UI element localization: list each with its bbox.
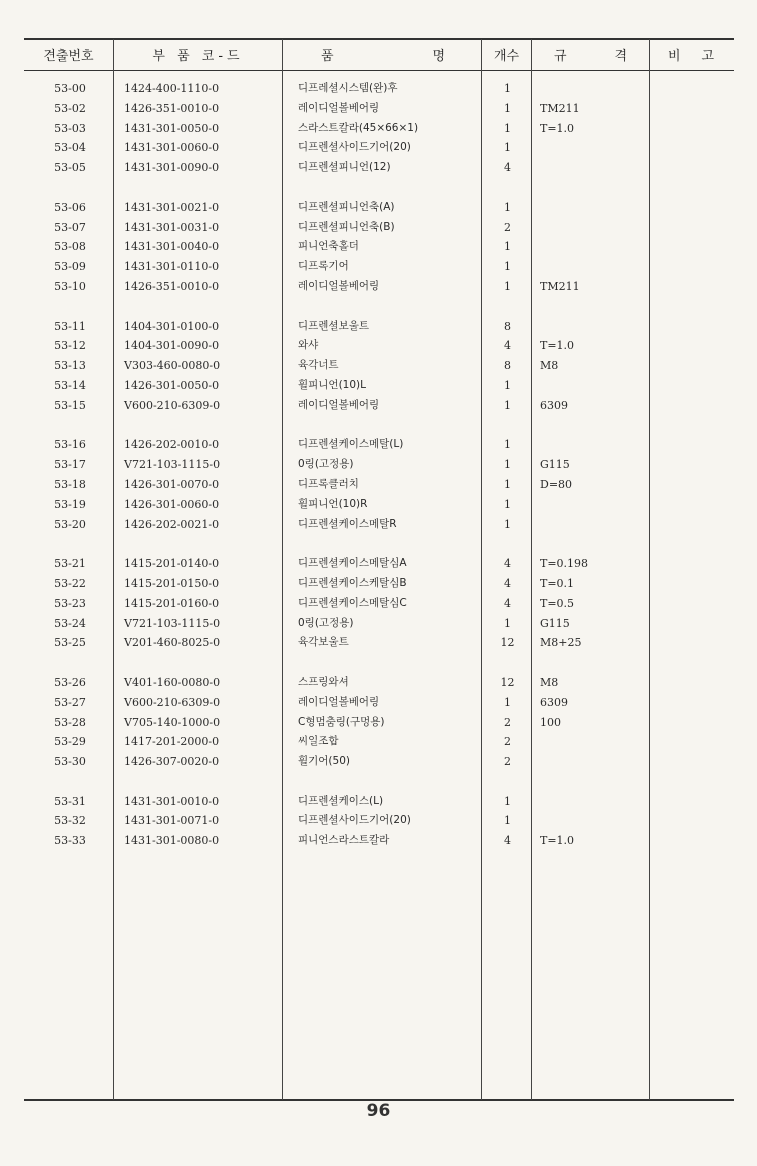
part-no: 53-11 — [54, 319, 86, 333]
part-code: 1431-301-0010-0 — [124, 794, 220, 808]
part-name: 디프렌셜케이스메탈심A — [298, 557, 407, 570]
part-qty: 1 — [504, 200, 511, 214]
part-no: 53-30 — [54, 755, 86, 769]
part-qty: 2 — [504, 755, 511, 769]
part-qty: 1 — [504, 794, 511, 808]
part-name: 디프레셜시스템(완)후 — [298, 82, 398, 94]
parts-table-body — [0, 79, 757, 851]
part-name: 디프렌셜피니언축(B) — [298, 220, 395, 233]
part-no: 53-09 — [54, 260, 86, 274]
part-name: 디프록클러치 — [298, 477, 359, 490]
part-no: 53-22 — [54, 576, 86, 590]
header-note-left: 비 — [668, 49, 681, 64]
part-qty: 4 — [504, 339, 511, 353]
part-name: 육각보울트 — [298, 636, 349, 649]
part-name: 피니언축홀더 — [298, 240, 359, 253]
table-row — [0, 732, 757, 752]
part-no: 53-20 — [54, 517, 86, 531]
table-row — [0, 257, 757, 277]
part-name: 디프렌셜케이스(L) — [298, 794, 384, 807]
header-name — [283, 39, 481, 70]
part-name: 와샤 — [298, 339, 319, 352]
part-qty: 2 — [504, 735, 511, 749]
part-name: 피니언스라스트칼라 — [298, 834, 390, 847]
table-row — [0, 138, 757, 158]
part-code: 1426-301-0060-0 — [124, 497, 220, 511]
table-row — [0, 396, 757, 416]
part-name: 휠기어(50) — [298, 755, 350, 768]
header-note — [650, 39, 734, 70]
part-code: 1431-301-0031-0 — [124, 220, 220, 234]
group-spacer — [0, 178, 757, 198]
part-qty: 2 — [504, 220, 511, 234]
part-name: 디프렌셜사이드기어(20) — [298, 814, 411, 827]
part-spec: G115 — [540, 616, 570, 630]
part-spec: M8 — [540, 675, 559, 689]
part-name: 디프렌셜케이스메탈R — [298, 517, 397, 530]
part-qty: 2 — [504, 715, 511, 729]
header-rule — [24, 70, 734, 71]
header-name-left: 품 — [321, 49, 334, 64]
table-row — [0, 336, 757, 356]
part-no: 53-23 — [54, 596, 86, 610]
table-row — [0, 99, 757, 119]
part-spec: T=1.0 — [540, 834, 575, 848]
part-spec: 6309 — [540, 398, 568, 412]
table-row — [0, 158, 757, 178]
part-code: 1415-201-0140-0 — [124, 557, 220, 571]
part-code: V303-460-0080-0 — [124, 359, 221, 373]
table-row — [0, 693, 757, 713]
part-no: 53-14 — [54, 378, 86, 392]
group-spacer — [0, 416, 757, 436]
part-name: 씨일조합 — [298, 735, 339, 748]
table-row — [0, 673, 757, 693]
table-row — [0, 198, 757, 218]
part-qty: 1 — [504, 260, 511, 274]
part-name: 휠피니언(10)L — [298, 378, 366, 391]
part-name: 레이디얼볼베어링 — [298, 101, 380, 114]
table-row — [0, 574, 757, 594]
part-spec: 6309 — [540, 695, 568, 709]
table-row — [0, 515, 757, 535]
part-spec: T=0.1 — [540, 576, 575, 590]
part-no: 53-25 — [54, 636, 86, 650]
page-number: 96 — [366, 1101, 391, 1121]
table-row — [0, 277, 757, 297]
part-qty: 1 — [504, 141, 511, 155]
header-no — [24, 39, 113, 70]
part-name: 디프렌셜케이스메탈(L) — [298, 438, 404, 451]
part-spec: T=1.0 — [540, 339, 575, 353]
part-qty: 1 — [504, 458, 511, 472]
part-no: 53-21 — [54, 557, 86, 571]
part-qty: 4 — [504, 557, 511, 571]
header-name-right: 명 — [432, 49, 445, 64]
part-no: 53-26 — [54, 675, 86, 689]
table-row — [0, 317, 757, 337]
group-spacer — [0, 772, 757, 792]
part-code: 1415-201-0160-0 — [124, 596, 220, 610]
part-no: 53-12 — [54, 339, 86, 353]
part-no: 53-33 — [54, 834, 86, 848]
part-spec: D=80 — [540, 477, 573, 491]
header-code — [114, 39, 282, 70]
part-code: 1431-301-0050-0 — [124, 121, 220, 135]
part-code: 1431-301-0080-0 — [124, 834, 220, 848]
part-no: 53-18 — [54, 477, 86, 491]
part-qty: 1 — [504, 82, 511, 95]
table-row — [0, 792, 757, 812]
part-no: 53-00 — [54, 82, 86, 95]
part-qty: 1 — [504, 497, 511, 511]
part-qty: 8 — [504, 319, 511, 333]
part-name: 육각너트 — [298, 359, 339, 372]
table-row — [0, 831, 757, 851]
header-qty-label: 개수 — [493, 49, 520, 64]
part-no: 53-13 — [54, 359, 86, 373]
part-no: 53-06 — [54, 200, 86, 214]
part-code: 1426-301-0070-0 — [124, 477, 220, 491]
part-name: 스라스트칼라(45×66×1) — [298, 121, 419, 134]
part-code: V600-210-6309-0 — [124, 398, 221, 412]
header-spec-right: 격 — [614, 49, 627, 64]
table-row — [0, 633, 757, 653]
part-code: V600-210-6309-0 — [124, 695, 221, 709]
part-qty: 1 — [504, 240, 511, 254]
table-row — [0, 435, 757, 455]
part-code: V401-160-0080-0 — [124, 675, 221, 689]
part-qty: 4 — [504, 596, 511, 610]
part-code: 1431-301-0110-0 — [124, 260, 220, 274]
table-row — [0, 356, 757, 376]
part-qty: 1 — [504, 814, 511, 828]
part-no: 53-16 — [54, 438, 86, 452]
part-no: 53-28 — [54, 715, 86, 729]
part-no: 53-17 — [54, 458, 86, 472]
part-no: 53-15 — [54, 398, 86, 412]
table-row — [0, 752, 757, 772]
part-qty: 1 — [504, 378, 511, 392]
part-no: 53-10 — [54, 279, 86, 293]
part-name: 레이디얼볼베어링 — [298, 398, 380, 411]
part-code: 1431-301-0060-0 — [124, 141, 220, 155]
part-no: 53-07 — [54, 220, 86, 234]
part-code: 1424-400-1110-0 — [124, 82, 220, 95]
part-qty: 4 — [504, 161, 511, 175]
table-row — [0, 594, 757, 614]
part-name: 디프렌셜피니언축(A) — [298, 200, 395, 213]
part-no: 53-24 — [54, 616, 86, 630]
part-qty: 4 — [504, 576, 511, 590]
part-code: 1426-351-0010-0 — [124, 279, 220, 293]
table-row — [0, 495, 757, 515]
part-code: 1415-201-0150-0 — [124, 576, 220, 590]
part-qty: 1 — [504, 101, 511, 115]
part-no: 53-03 — [54, 121, 86, 135]
part-code: 1426-202-0010-0 — [124, 438, 220, 452]
part-name: 디프록기어 — [298, 260, 349, 273]
part-name: 디프렌셜피니언(12) — [298, 161, 391, 174]
table-row — [0, 455, 757, 475]
table-row — [0, 713, 757, 733]
part-spec: T=0.198 — [540, 557, 589, 571]
part-code: 1426-307-0020-0 — [124, 755, 220, 769]
part-code: V705-140-1000-0 — [124, 715, 221, 729]
header-code-label: 부 품 코-드 — [152, 49, 244, 64]
part-qty: 12 — [500, 675, 515, 689]
table-row — [0, 119, 757, 139]
header-note-right: 고 — [701, 49, 714, 64]
part-no: 53-19 — [54, 497, 86, 511]
table-row — [0, 475, 757, 495]
part-code: 1426-301-0050-0 — [124, 378, 220, 392]
part-name: 스프링와셔 — [298, 675, 349, 688]
table-row — [0, 218, 757, 238]
part-no: 53-02 — [54, 101, 86, 115]
part-no: 53-29 — [54, 735, 86, 749]
part-name: 레이디얼볼베어링 — [298, 695, 380, 708]
part-name: 0링(고정용) — [298, 458, 354, 471]
table-row — [0, 614, 757, 634]
table-row — [0, 79, 757, 99]
part-qty: 1 — [504, 279, 511, 293]
part-qty: 1 — [504, 695, 511, 709]
part-code: 1417-201-2000-0 — [124, 735, 220, 749]
part-name: C형멈춤링(구멍용) — [298, 715, 385, 728]
part-no: 53-31 — [54, 794, 86, 808]
part-code: V201-460-8025-0 — [124, 636, 221, 650]
part-name: 디프렌셜보울트 — [298, 319, 370, 332]
table-row — [0, 811, 757, 831]
part-qty: 1 — [504, 398, 511, 412]
part-qty: 4 — [504, 834, 511, 848]
part-code: 1431-301-0040-0 — [124, 240, 220, 254]
part-code: 1431-301-0071-0 — [124, 814, 220, 828]
part-name: 디프렌셜케이스케탈심B — [298, 576, 407, 589]
part-no: 53-32 — [54, 814, 86, 828]
group-spacer — [0, 534, 757, 554]
table-row — [0, 554, 757, 574]
part-no: 53-05 — [54, 161, 86, 175]
group-spacer — [0, 653, 757, 673]
part-no: 53-27 — [54, 695, 86, 709]
part-spec: 100 — [540, 715, 561, 729]
part-qty: 1 — [504, 616, 511, 630]
header-spec-left: 규 — [554, 49, 567, 64]
part-no: 53-04 — [54, 141, 86, 155]
part-name: 디프렌셜케이스메탈심C — [298, 596, 407, 609]
part-spec: M8+25 — [540, 636, 582, 650]
part-spec: TM211 — [540, 101, 580, 115]
part-code: V721-103-1115-0 — [124, 458, 221, 472]
part-qty: 1 — [504, 121, 511, 135]
part-name: 디프렌셜사이드기어(20) — [298, 141, 411, 154]
header-spec — [532, 39, 649, 70]
part-code: 1404-301-0100-0 — [124, 319, 220, 333]
part-code: V721-103-1115-0 — [124, 616, 221, 630]
part-qty: 8 — [504, 359, 511, 373]
part-code: 1431-301-0090-0 — [124, 161, 220, 175]
part-name: 레이디얼볼베어링 — [298, 279, 380, 292]
part-spec: T=1.0 — [540, 121, 575, 135]
part-no: 53-08 — [54, 240, 86, 254]
part-code: 1426-351-0010-0 — [124, 101, 220, 115]
part-name: 0링(고정용) — [298, 616, 354, 629]
part-code: 1426-202-0021-0 — [124, 517, 220, 531]
part-qty: 1 — [504, 438, 511, 452]
part-spec: M8 — [540, 359, 559, 373]
part-spec: G115 — [540, 458, 570, 472]
part-spec: TM211 — [540, 279, 580, 293]
part-spec: T=0.5 — [540, 596, 575, 610]
table-row — [0, 237, 757, 257]
header-qty — [482, 39, 531, 70]
part-code: 1431-301-0021-0 — [124, 200, 220, 214]
group-spacer — [0, 297, 757, 317]
part-name: 휠피니언(10)R — [298, 497, 368, 510]
part-code: 1404-301-0090-0 — [124, 339, 220, 353]
table-row — [0, 376, 757, 396]
header-no-label: 견출번호 — [43, 49, 94, 64]
part-qty: 1 — [504, 517, 511, 531]
part-qty: 12 — [500, 636, 515, 650]
part-qty: 1 — [504, 477, 511, 491]
